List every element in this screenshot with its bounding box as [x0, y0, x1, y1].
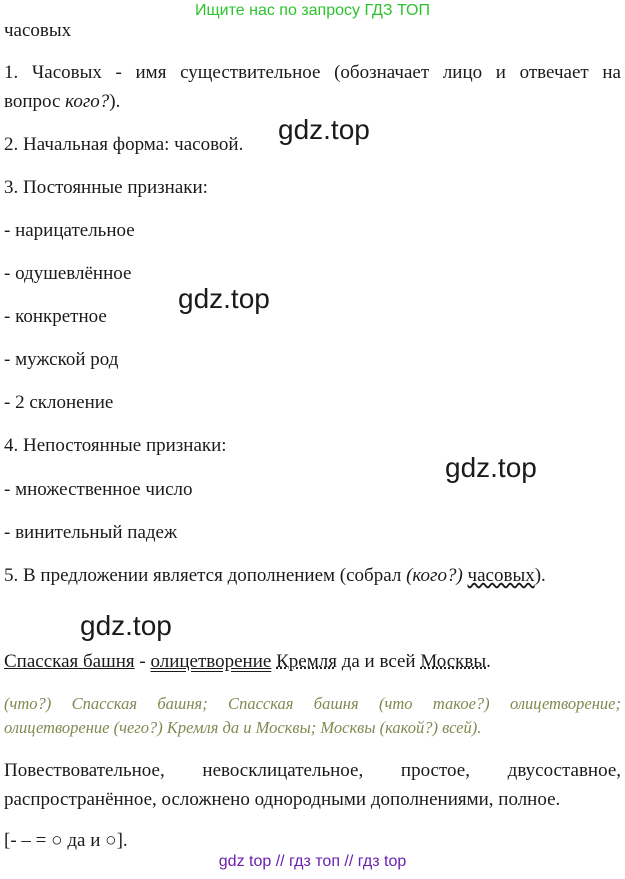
- item-3-feature: - мужской род: [4, 349, 119, 370]
- object-2: Москвы: [420, 651, 487, 672]
- sentence: Спасская башня - олицетворение Кремля да и всей Москвы.: [4, 651, 491, 672]
- item-3: 3. Постоянные признаки:: [4, 177, 208, 198]
- item-4-feature: - множественное число: [4, 479, 193, 500]
- item-1-line-b: вопрос кого?).: [4, 91, 121, 112]
- object-1: Кремля: [276, 651, 337, 672]
- analysis-line-1: (что?) Спасская башня; Спасская башня (что такое?) олицетворение;: [4, 694, 621, 713]
- analysis-line-2: олицетворение (чего?) Кремля да и Москвы; Москвы (какой?) всей).: [4, 718, 482, 737]
- subject: Спасская башня: [4, 651, 135, 672]
- item-3-feature: - конкретное: [4, 306, 107, 327]
- footer-links: gdz top // гдз топ // гдз top: [218, 853, 407, 870]
- word-heading: часовых: [4, 20, 72, 41]
- item-4: 4. Непостоянные признаки:: [4, 435, 227, 456]
- item-2: 2. Начальная форма: часовой.: [4, 134, 244, 155]
- item-3-feature: - нарицательное: [4, 220, 135, 241]
- sentence-scheme: [- ‒ = ○ да и ○].: [4, 830, 128, 851]
- watermark: gdz.top: [80, 610, 172, 641]
- predicate: олицетворение: [150, 651, 272, 672]
- item-3-feature: - одушевлённое: [4, 263, 132, 284]
- characteristics-line-2: распространённое, осложнено однородными дополнениями, полное.: [4, 789, 561, 810]
- watermark: gdz.top: [178, 283, 270, 314]
- item-4-feature: - винительный падеж: [4, 522, 178, 543]
- item-5: 5. В предложении является дополнением (собрал (кого?) часовых).: [4, 565, 546, 586]
- watermark: gdz.top: [278, 114, 370, 145]
- item-3-feature: - 2 склонение: [4, 392, 114, 413]
- search-banner: Ищите нас по запросу ГДЗ ТОП: [195, 2, 430, 19]
- item-1-line-a: 1. Часовых - имя существительное (обозначает лицо и отвечает на: [4, 62, 621, 83]
- watermark: gdz.top: [445, 452, 537, 483]
- characteristics-line-1: Повествовательное, невосклицательное, простое, двусоставное,: [4, 760, 621, 781]
